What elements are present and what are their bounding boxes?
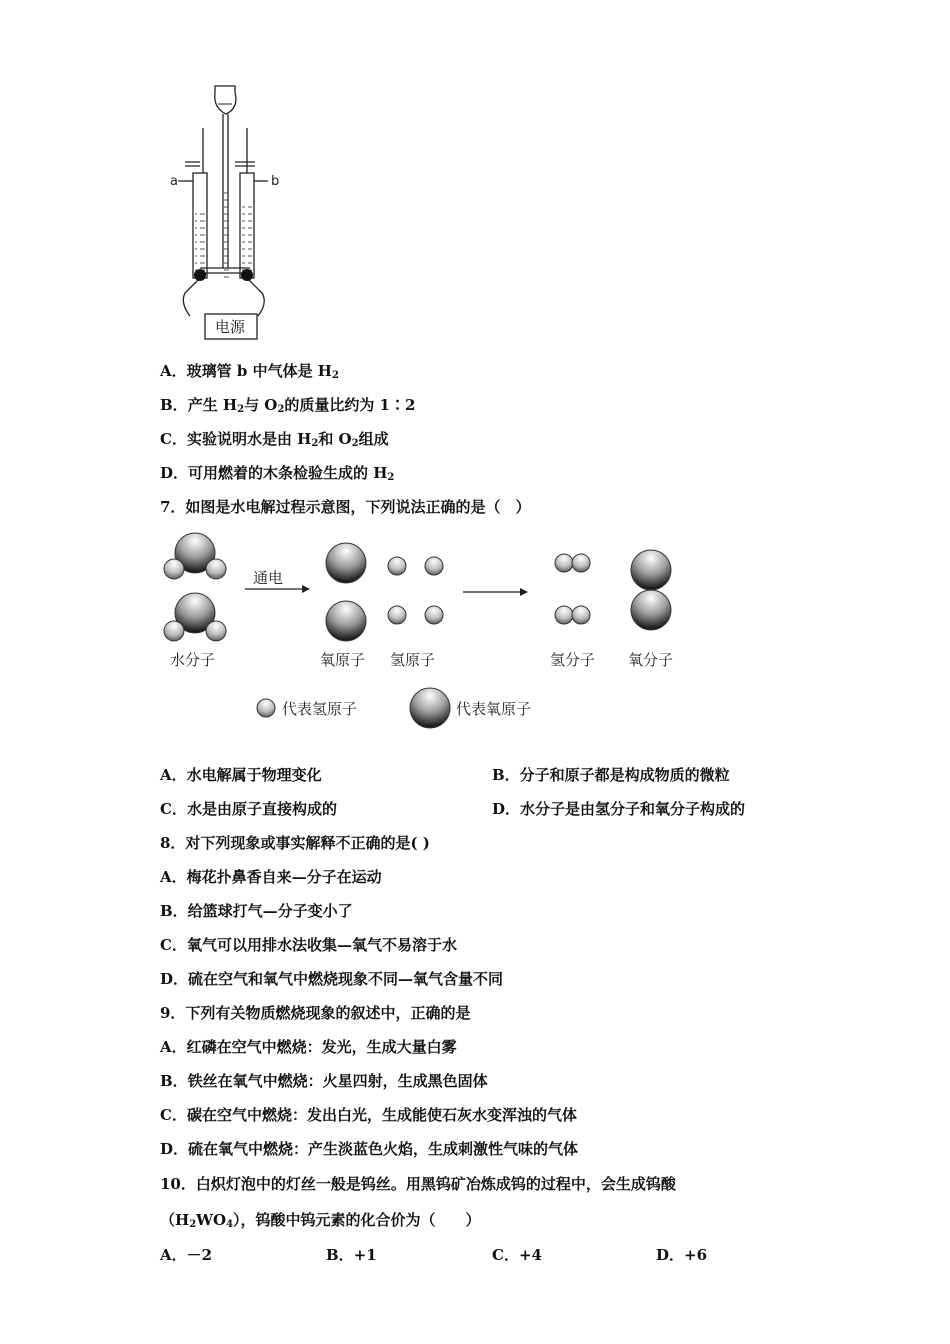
q10-option-c: C．+4 (492, 1246, 542, 1264)
power-supply-label: 电源 (215, 318, 246, 336)
tube-b-label: b (271, 174, 280, 189)
q7-stem: 7．如图是水电解过程示意图，下列说法正确的是（ ） (160, 498, 531, 516)
legend-hydrogen-text: 代表氢原子 (282, 700, 358, 718)
oxygen-atom (326, 543, 366, 583)
water-hydrogen-atom (206, 621, 226, 641)
q8-option-a: A．梅花扑鼻香自来—分子在运动 (160, 868, 382, 886)
hydrogen-atom (388, 557, 406, 575)
oxygen-molecule-atom (631, 590, 671, 630)
q9-stem: 9．下列有关物质燃烧现象的叙述中，正确的是 (160, 1004, 471, 1022)
q10-option-d: D．+6 (656, 1246, 708, 1264)
water-hydrogen-atom (206, 559, 226, 579)
water-hydrogen-atom (164, 621, 184, 641)
q6-option-b: B．产生 $H_2$与 $O_2$的质量比约为 1∶2 (160, 396, 416, 415)
q6-option-d: D．可用燃着的木条检验生成的 $H_2$ (160, 464, 395, 483)
q8-option-c: C．氧气可以用排水法收集—氧气不易溶于水 (160, 936, 457, 954)
hydrogen-molecule-atom (572, 606, 590, 624)
q6-option-c: C．实验说明水是由 $H_2$和 $O_2$组成 (160, 430, 389, 449)
water-hydrogen-atom (164, 559, 184, 579)
tube-a-label: a (170, 174, 178, 189)
q10-stem-continued: $(H_2WO_4)$，钨酸中钨元素的化合价为（ ） (160, 1211, 481, 1230)
hydrogen-molecule-atom (555, 554, 573, 572)
hydrogen-molecule-atom (555, 606, 573, 624)
q6-option-a: A．玻璃管 b 中气体是 $H_2$ (160, 362, 339, 381)
q7-option-c: C．水是由原子直接构成的 (160, 800, 337, 818)
q9-option-d: D．硫在氧气中燃烧：产生淡蓝色火焰，生成刺激性气味的气体 (160, 1140, 579, 1158)
q8-option-b: B．给篮球打气—分子变小了 (160, 902, 353, 920)
label-hydrogen-molecule: 氢分子 (550, 651, 596, 669)
oxygen-molecule-atom (631, 550, 671, 590)
oxygen-atom (326, 601, 366, 641)
q7-option-d: D．水分子是由氢分子和氧分子构成的 (492, 800, 746, 818)
legend-hydrogen-icon (257, 699, 275, 717)
q7-option-a: A．水电解属于物理变化 (160, 766, 322, 784)
q7-option-b: B．分子和原子都是构成物质的微粒 (492, 766, 730, 784)
label-hydrogen-atom: 氢原子 (390, 651, 436, 669)
label-oxygen-molecule: 氧分子 (628, 651, 674, 669)
legend-oxygen-icon (410, 688, 450, 728)
q10-option-a: A．－2 (160, 1246, 213, 1264)
q9-option-b: B．铁丝在氧气中燃烧：火星四射，生成黑色固体 (160, 1072, 488, 1090)
hydrogen-atom (425, 606, 443, 624)
water-electrolysis-diagram (150, 525, 710, 735)
arrow-label-electricity: 通电 (253, 569, 284, 587)
q8-option-d: D．硫在空气和氧气中燃烧现象不同—氧气含量不同 (160, 970, 504, 988)
hydrogen-molecule-atom (572, 554, 590, 572)
q10-option-b: B．+1 (326, 1246, 377, 1264)
label-oxygen-atom: 氧原子 (320, 651, 366, 669)
electrolysis-apparatus-figure (160, 78, 285, 343)
q8-stem: 8．对下列现象或事实解释不正确的是( ) (160, 834, 430, 852)
legend-oxygen-text: 代表氧原子 (456, 700, 532, 718)
label-water-molecule: 水分子 (170, 651, 216, 669)
hydrogen-atom (425, 557, 443, 575)
q9-option-a: A．红磷在空气中燃烧：发光，生成大量白雾 (160, 1038, 457, 1056)
hydrogen-atom (388, 606, 406, 624)
q9-option-c: C．碳在空气中燃烧：发出白光，生成能使石灰水变浑浊的气体 (160, 1106, 577, 1124)
q10-stem: 10．白炽灯泡中的灯丝一般是钨丝。用黑钨矿冶炼成钨的过程中，会生成钨酸 (160, 1175, 676, 1193)
